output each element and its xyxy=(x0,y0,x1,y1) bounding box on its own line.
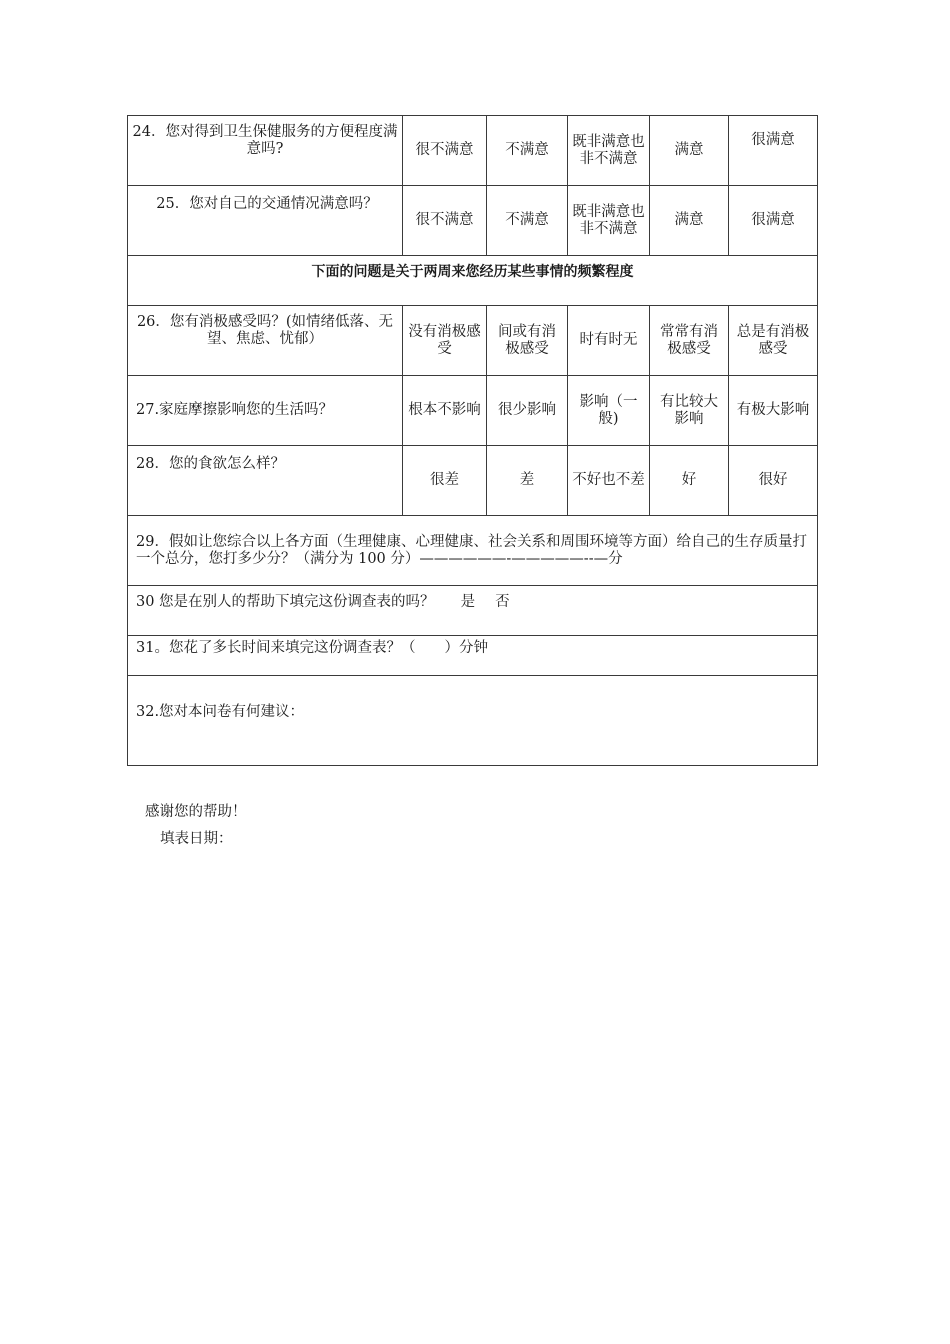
q30-no-option[interactable]: 否 xyxy=(495,594,510,610)
question-24-text: 24．您对得到卫生保健服务的方便程度满意吗? xyxy=(128,116,403,186)
q27-option-1[interactable]: 根本不影响 xyxy=(403,376,487,446)
question-row-32 xyxy=(128,676,818,766)
survey-table xyxy=(127,115,818,766)
section-heading: 下面的问题是关于两周来您经历某些事情的频繁程度 xyxy=(128,256,818,306)
question-32-text[interactable]: 32.您对本问卷有何建议： xyxy=(128,676,818,766)
q26-option-2[interactable]: 间或有消极感受 xyxy=(487,306,568,376)
question-row-24 xyxy=(128,116,818,186)
q24-option-3[interactable]: 既非满意也非不满意 xyxy=(568,116,650,186)
thanks-text: 感谢您的帮助！ xyxy=(145,804,247,820)
q27-option-2[interactable]: 很少影响 xyxy=(487,376,568,446)
date-label: 填表日期： xyxy=(160,831,233,847)
q25-option-1[interactable]: 很不满意 xyxy=(403,186,487,256)
q25-option-3[interactable]: 既非满意也非不满意 xyxy=(568,186,650,256)
question-row-26 xyxy=(128,306,818,376)
question-25-text: 25．您对自己的交通情况满意吗？ xyxy=(128,186,403,256)
q28-option-1[interactable]: 很差 xyxy=(403,446,487,516)
question-27-text: 27.家庭摩擦影响您的生活吗？ xyxy=(128,376,403,446)
question-30-cell xyxy=(128,586,818,636)
question-29-text: 29．假如让您综合以上各方面（生理健康、心理健康、社会关系和周围环境等方面）给自己的生存质量打一个总分，您打多少分？（满分为 100 分）——————-—————--—分 xyxy=(128,516,818,586)
q25-option-5[interactable]: 很满意 xyxy=(729,186,818,256)
q28-option-3[interactable]: 不好也不差 xyxy=(568,446,650,516)
question-row-29 xyxy=(128,516,818,586)
section-heading-row xyxy=(128,256,818,306)
q28-option-2[interactable]: 差 xyxy=(487,446,568,516)
q24-option-2[interactable]: 不满意 xyxy=(487,116,568,186)
q24-option-4[interactable]: 满意 xyxy=(650,116,729,186)
q26-option-1[interactable]: 没有消极感受 xyxy=(403,306,487,376)
q27-option-4[interactable]: 有比较大影响 xyxy=(650,376,729,446)
q28-option-5[interactable]: 很好 xyxy=(729,446,818,516)
question-31-text[interactable]: 31。您花了多长时间来填完这份调查表？（ ）分钟 xyxy=(128,636,818,676)
q25-option-4[interactable]: 满意 xyxy=(650,186,729,256)
q24-option-5[interactable]: 很满意 xyxy=(729,116,818,186)
q26-option-3[interactable]: 时有时无 xyxy=(568,306,650,376)
q24-option-1[interactable]: 很不满意 xyxy=(403,116,487,186)
question-row-27 xyxy=(128,376,818,446)
q25-option-2[interactable]: 不满意 xyxy=(487,186,568,256)
question-row-31 xyxy=(128,636,818,676)
question-row-30 xyxy=(128,586,818,636)
question-row-25 xyxy=(128,186,818,256)
q27-option-5[interactable]: 有极大影响 xyxy=(729,376,818,446)
question-28-text: 28．您的食欲怎么样？ xyxy=(128,446,403,516)
q28-option-4[interactable]: 好 xyxy=(650,446,729,516)
question-30-text: 30 您是在别人的帮助下填完这份调查表的吗？ xyxy=(136,594,435,610)
question-row-28 xyxy=(128,446,818,516)
question-26-text: 26．您有消极感受吗？(如情绪低落、无望、焦虑、忧郁） xyxy=(128,306,403,376)
q26-option-5[interactable]: 总是有消极感受 xyxy=(729,306,818,376)
q27-option-3[interactable]: 影响（一般) xyxy=(568,376,650,446)
q30-yes-option[interactable]: 是 xyxy=(460,594,476,610)
q26-option-4[interactable]: 常常有消极感受 xyxy=(650,306,729,376)
